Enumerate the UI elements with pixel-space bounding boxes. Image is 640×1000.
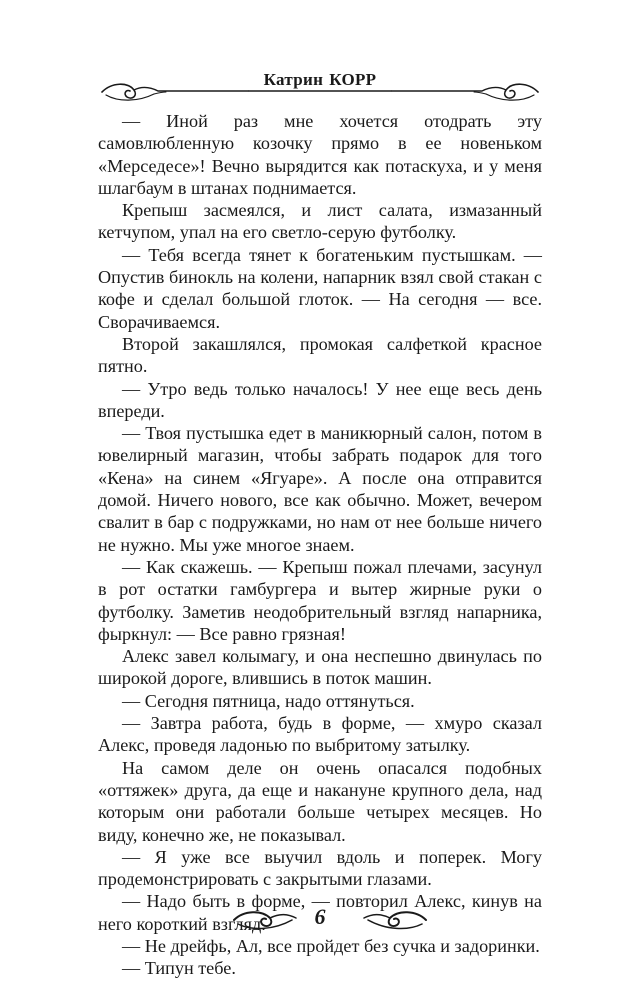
- paragraph: — Надо быть в форме, — повторил Алекс, кинув на него короткий взгляд.: [98, 891, 542, 934]
- paragraph: — Как скажешь. — Крепыш пожал плечами, засунул в рот остатки гамбургера и вытер жирные руки о футболку. Заметив неодобрительный взгляд напарника, фыркнул: — Все равно грязная!: [98, 556, 542, 644]
- paragraph: — Сегодня пятница, надо оттянуться.: [122, 690, 415, 711]
- paragraph: — Твоя пустышка едет в маникюрный салон, потом в ювелирный магазин, чтобы забрать подарок для того «Кена» на синем «Ягуаре». А после она отправится домой. Ничего нового, все как обычно. Может, вечером свалит в бар с подружками, но нам от нее больше ничего не нужно. Мы уже многое знаем.: [98, 423, 542, 555]
- paragraph: Второй закашлялся, промокая салфеткой красное пятно.: [98, 333, 542, 377]
- body-text: [98, 110, 542, 980]
- author-first-name: Катрин: [263, 70, 324, 89]
- paragraph: — Не дрейфь, Ал, все пройдет без сучка и задоринки.: [122, 935, 540, 956]
- paragraph: — Тебя всегда тянет к богатеньким пустышкам. — Опустив бинокль на колени, напарник взял свой стакан с кофе и сделал большой глоток. — На сегодня — все. Сворачиваемся.: [98, 244, 542, 332]
- paragraph: На самом деле он очень опасался подобных «оттяжек» друга, да еще и накануне крупного дела, над которым они работали больше четырех месяцев. Но виду, конечно же, не показывал.: [98, 757, 542, 845]
- header-ornament-icon: [98, 78, 542, 106]
- paragraph: — Я уже все выучил вдоль и поперек. Могу продемонстрировать с закрытыми глазами.: [98, 846, 542, 890]
- author-last-name: КОРР: [329, 70, 377, 89]
- paragraph: Алекс завел колымагу, и она неспешно двинулась по широкой дороге, влившись в поток машин.: [98, 646, 542, 689]
- paragraph: — Завтра работа, будь в форме, — хмуро сказал Алекс, проведя ладонью по выбритому затылку.: [98, 713, 542, 756]
- paragraph: — Иной раз мне хочется отодрать эту самовлюбленную козочку прямо в ее новеньком «Мерседесе»! Вечно вырядится как потаскуха, и у меня шлагбаум в штанах поднимается.: [98, 111, 542, 198]
- paragraph: Крепыш засмеялся, и лист салата, измазанный кетчупом, упал на его светло-серую футболку.: [98, 200, 542, 243]
- page-number: 6: [314, 904, 326, 929]
- paragraph: — Типун тебе.: [122, 958, 236, 979]
- paragraph: — Утро ведь только началось! У нее еще весь день впереди.: [98, 378, 542, 421]
